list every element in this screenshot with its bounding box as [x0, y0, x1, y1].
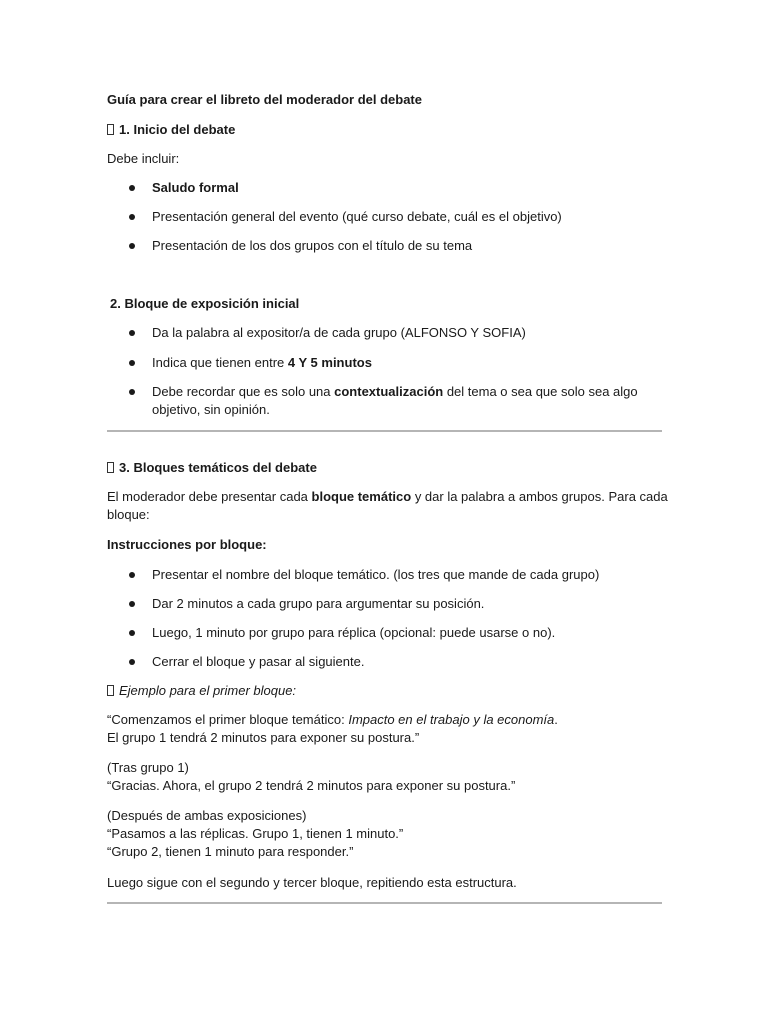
- section-3-paragraph: [107, 488, 668, 524]
- list-item-text: Debe recordar que es solo una: [152, 384, 335, 399]
- horizontal-divider: [107, 902, 662, 904]
- list-item-text: objetivo, sin opinión.: [152, 402, 270, 417]
- bullet-dot: [129, 572, 135, 578]
- example-quote-1: [107, 711, 558, 747]
- horizontal-divider: [107, 430, 662, 432]
- quote-text: (Tras grupo 1): [107, 760, 189, 775]
- example-heading-text: Ejemplo para el primer bloque:: [119, 683, 297, 698]
- placeholder-glyph-icon: [107, 462, 114, 473]
- quote-text: El grupo 1 tendrá 2 minutos para exponer su postura.”: [107, 730, 420, 745]
- list-item: Presentación general del evento (qué curso debate, cuál es el objetivo): [152, 209, 562, 224]
- section-1-heading: [107, 121, 235, 139]
- paragraph-text: y dar la palabra a ambos grupos. Para cada: [411, 489, 668, 504]
- section-3-heading-text: 3. Bloques temáticos del debate: [119, 460, 317, 475]
- list-item-emphasis: contextualización: [334, 384, 444, 399]
- quote-text: (Después de ambas exposiciones): [107, 808, 307, 823]
- bullet-dot: [129, 630, 135, 636]
- document-title: Guía para crear el libreto del moderador del debate: [107, 92, 422, 107]
- list-item: [152, 383, 662, 419]
- list-item: Presentación de los dos grupos con el título de su tema: [152, 238, 473, 253]
- quote-text: “Comenzamos el primer bloque temático:: [107, 712, 349, 727]
- paragraph-emphasis: bloque temático: [311, 489, 412, 504]
- bullet-dot: [129, 601, 135, 607]
- list-item: Cerrar el bloque y pasar al siguiente.: [152, 654, 365, 669]
- placeholder-glyph-icon: [107, 124, 114, 135]
- example-quote-2: [107, 759, 515, 795]
- section-3-heading: [107, 459, 317, 477]
- quote-text: “Pasamos a las réplicas. Grupo 1, tienen 1 minuto.”: [107, 826, 404, 841]
- bullet-dot: [129, 360, 135, 366]
- quote-text: “Grupo 2, tienen 1 minuto para responder.”: [107, 844, 354, 859]
- list-item-emphasis: 4 Y 5 minutos: [287, 355, 372, 370]
- placeholder-glyph-icon: [107, 685, 114, 696]
- list-item: Saludo formal: [152, 180, 239, 195]
- instructions-heading: Instrucciones por bloque:: [107, 537, 267, 552]
- closing-paragraph: Luego sigue con el segundo y tercer bloque, repitiendo esta estructura.: [107, 875, 517, 890]
- list-item: [152, 354, 662, 372]
- bullet-dot: [129, 185, 135, 191]
- paragraph-text: El moderador debe presentar cada: [107, 489, 312, 504]
- quote-emphasis: Impacto en el trabajo y la economía: [348, 712, 555, 727]
- section-1-intro: Debe incluir:: [107, 151, 180, 166]
- list-item-text: del tema o sea que solo sea algo: [443, 384, 638, 399]
- list-item: Presentar el nombre del bloque temático. (los tres que mande de cada grupo): [152, 567, 600, 582]
- quote-text: .: [554, 712, 558, 727]
- example-heading: [107, 682, 296, 700]
- bullet-dot: [129, 214, 135, 220]
- paragraph-text: bloque:: [107, 507, 150, 522]
- bullet-dot: [129, 243, 135, 249]
- example-quote-3: [107, 807, 403, 861]
- section-2-heading: 2. Bloque de exposición inicial: [110, 296, 300, 311]
- list-item: Dar 2 minutos a cada grupo para argumentar su posición.: [152, 596, 485, 611]
- bullet-dot: [129, 330, 135, 336]
- list-item: Da la palabra al expositor/a de cada grupo (ALFONSO Y SOFIA): [152, 325, 526, 340]
- list-item: Luego, 1 minuto por grupo para réplica (opcional: puede usarse o no).: [152, 625, 556, 640]
- quote-text: “Gracias. Ahora, el grupo 2 tendrá 2 minutos para exponer su postura.”: [107, 778, 516, 793]
- bullet-dot: [129, 659, 135, 665]
- bullet-dot: [129, 389, 135, 395]
- list-item-text: Indica que tienen entre: [152, 355, 288, 370]
- section-1-heading-text: 1. Inicio del debate: [119, 122, 236, 137]
